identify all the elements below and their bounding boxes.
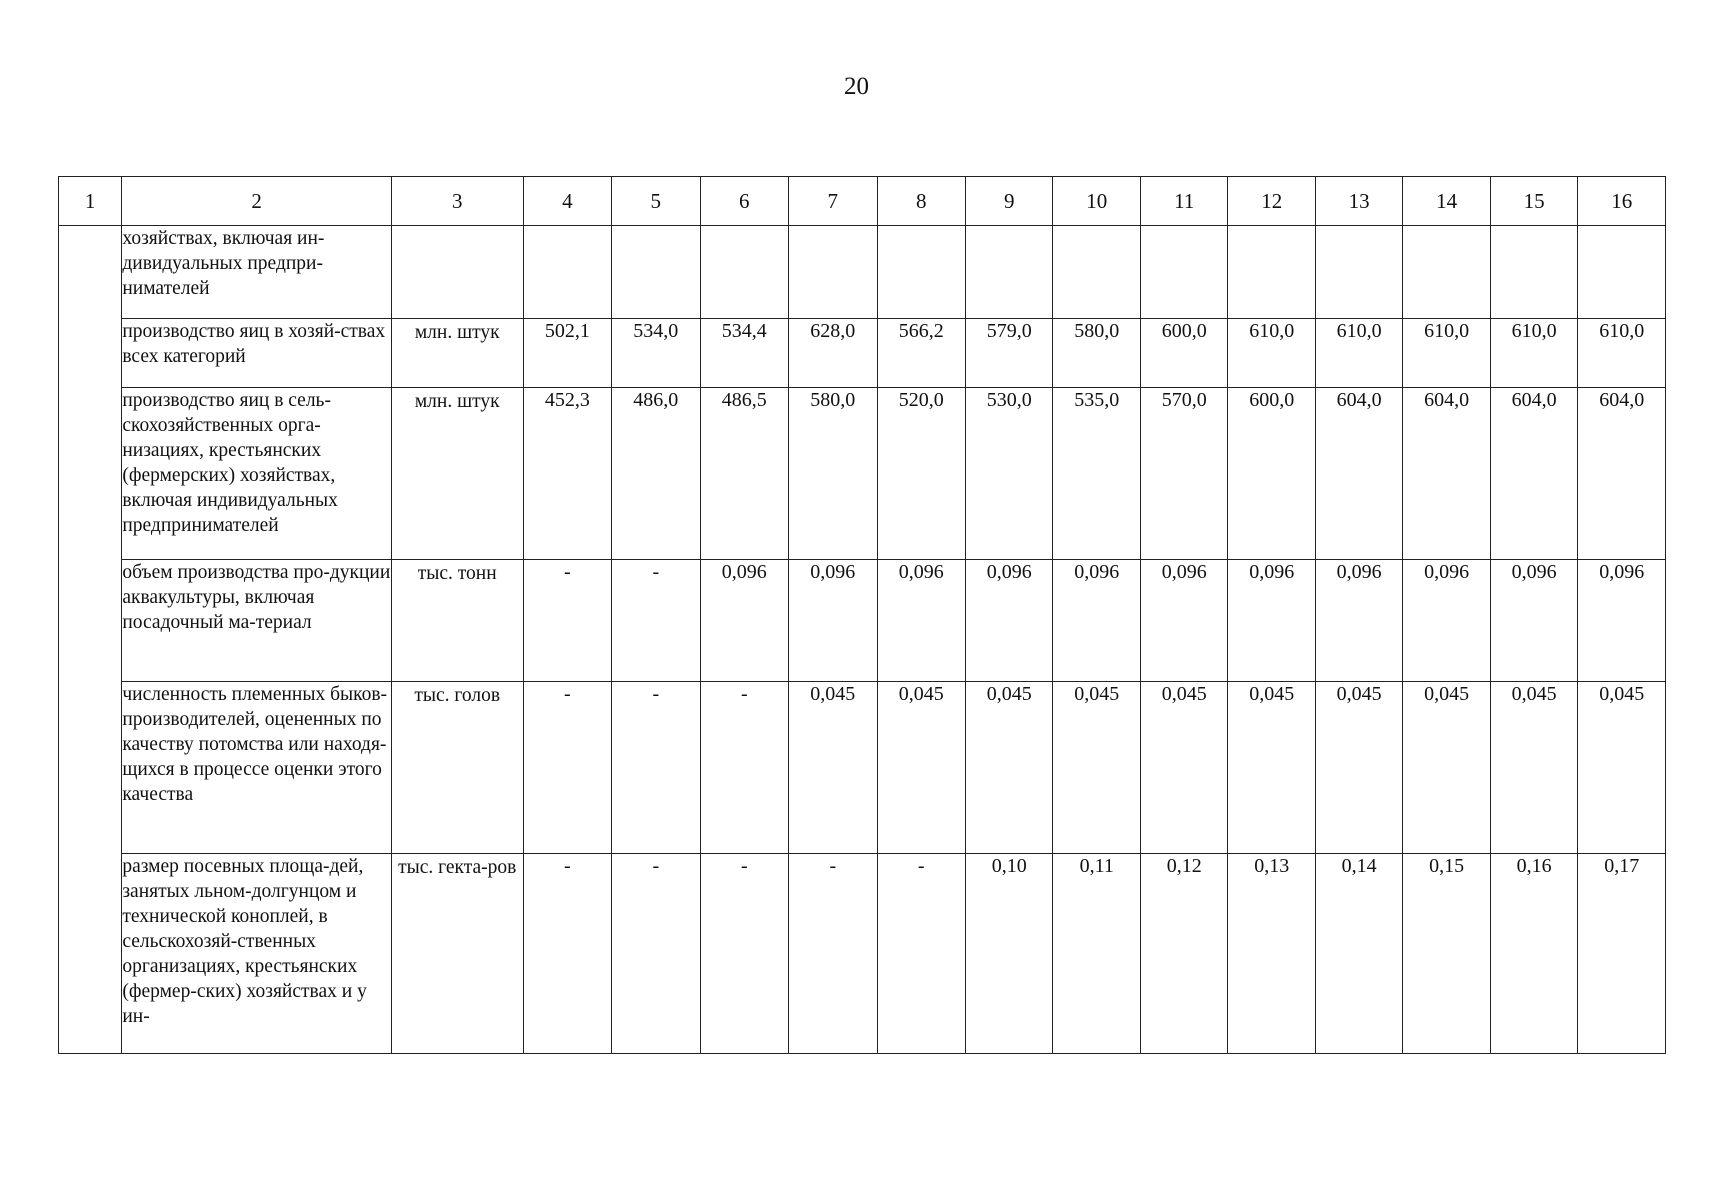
value-cell: - bbox=[523, 854, 611, 1054]
row-unit: тыс. тонн bbox=[391, 560, 523, 682]
table-row bbox=[59, 388, 1666, 560]
value-cell: 0,096 bbox=[1403, 560, 1490, 682]
value-cell bbox=[966, 226, 1053, 319]
table-row bbox=[59, 560, 1666, 682]
value-cell bbox=[1490, 226, 1577, 319]
value-cell: 0,096 bbox=[877, 560, 965, 682]
value-cell: 486,0 bbox=[612, 388, 700, 560]
header-cell-12: 12 bbox=[1228, 177, 1315, 226]
value-cell: 0,16 bbox=[1490, 854, 1577, 1054]
value-cell: 0,096 bbox=[1490, 560, 1577, 682]
value-cell: 0,045 bbox=[877, 682, 965, 854]
value-cell bbox=[700, 226, 788, 319]
page-number: 20 bbox=[844, 73, 869, 100]
value-cell: 0,17 bbox=[1578, 854, 1666, 1054]
value-cell: - bbox=[523, 682, 611, 854]
row-unit: тыс. гекта-ров bbox=[391, 854, 523, 1054]
value-cell: 604,0 bbox=[1490, 388, 1577, 560]
value-cell: - bbox=[612, 854, 700, 1054]
value-cell bbox=[1403, 226, 1490, 319]
value-cell: 534,0 bbox=[612, 319, 700, 388]
value-cell: 0,045 bbox=[1578, 682, 1666, 854]
value-cell: 600,0 bbox=[1228, 388, 1315, 560]
header-cell-1: 1 bbox=[59, 177, 122, 226]
value-cell: 534,4 bbox=[700, 319, 788, 388]
value-cell: 0,13 bbox=[1228, 854, 1315, 1054]
value-cell bbox=[1315, 226, 1402, 319]
value-cell bbox=[612, 226, 700, 319]
value-cell: - bbox=[789, 854, 877, 1054]
value-cell bbox=[1578, 226, 1666, 319]
value-cell: 502,1 bbox=[523, 319, 611, 388]
value-cell: 0,096 bbox=[1140, 560, 1227, 682]
value-cell: 0,14 bbox=[1315, 854, 1402, 1054]
header-cell-6: 6 bbox=[700, 177, 788, 226]
row-description: хозяйствах, включая ин-дивидуальных предпри-нимателей bbox=[122, 226, 392, 319]
header-cell-7: 7 bbox=[789, 177, 877, 226]
value-cell bbox=[1228, 226, 1315, 319]
value-cell: 486,5 bbox=[700, 388, 788, 560]
row-unit: млн. штук bbox=[391, 388, 523, 560]
row-description: численность племенных быков-производителей, оцененных по качеству потомства или находя-щихся в процессе оценки этого качества bbox=[122, 682, 392, 854]
row-description: производство яиц в хозяй-ствах всех категорий bbox=[122, 319, 392, 388]
row-unit: тыс. голов bbox=[391, 682, 523, 854]
header-cell-3: 3 bbox=[391, 177, 523, 226]
value-cell: 0,096 bbox=[1053, 560, 1140, 682]
value-cell: 0,15 bbox=[1403, 854, 1490, 1054]
value-cell: 0,045 bbox=[1403, 682, 1490, 854]
value-cell: 520,0 bbox=[877, 388, 965, 560]
header-cell-16: 16 bbox=[1578, 177, 1666, 226]
header-cell-10: 10 bbox=[1053, 177, 1140, 226]
value-cell: 580,0 bbox=[1053, 319, 1140, 388]
value-cell: 0,045 bbox=[1315, 682, 1402, 854]
value-cell: 0,045 bbox=[1140, 682, 1227, 854]
row-description: объем производства про-дукции аквакультуры, включая посадочный ма-териал bbox=[122, 560, 392, 682]
value-cell: 628,0 bbox=[789, 319, 877, 388]
header-cell-14: 14 bbox=[1403, 177, 1490, 226]
value-cell: 0,096 bbox=[1578, 560, 1666, 682]
row-number-cell bbox=[59, 226, 122, 1054]
value-cell: 604,0 bbox=[1403, 388, 1490, 560]
value-cell: 452,3 bbox=[523, 388, 611, 560]
value-cell: - bbox=[612, 682, 700, 854]
value-cell: 604,0 bbox=[1578, 388, 1666, 560]
value-cell: 0,10 bbox=[966, 854, 1053, 1054]
value-cell: 0,045 bbox=[789, 682, 877, 854]
value-cell bbox=[789, 226, 877, 319]
data-table bbox=[58, 176, 1666, 1054]
value-cell: 0,11 bbox=[1053, 854, 1140, 1054]
value-cell: 610,0 bbox=[1403, 319, 1490, 388]
value-cell: 0,096 bbox=[1315, 560, 1402, 682]
value-cell: 600,0 bbox=[1140, 319, 1227, 388]
header-cell-13: 13 bbox=[1315, 177, 1402, 226]
value-cell: 0,096 bbox=[789, 560, 877, 682]
row-unit: млн. штук bbox=[391, 319, 523, 388]
value-cell bbox=[1140, 226, 1227, 319]
value-cell: 604,0 bbox=[1315, 388, 1402, 560]
header-cell-5: 5 bbox=[612, 177, 700, 226]
table-row bbox=[59, 854, 1666, 1054]
value-cell: 610,0 bbox=[1490, 319, 1577, 388]
header-cell-11: 11 bbox=[1140, 177, 1227, 226]
header-cell-8: 8 bbox=[877, 177, 965, 226]
value-cell: 610,0 bbox=[1228, 319, 1315, 388]
value-cell: 0,045 bbox=[1490, 682, 1577, 854]
value-cell: 610,0 bbox=[1578, 319, 1666, 388]
value-cell bbox=[877, 226, 965, 319]
row-description: производство яиц в сель-скохозяйственных орга-низациях, крестьянских (фермерских) хозяйствах, включая индивидуальных предпринимателей bbox=[122, 388, 392, 560]
value-cell: 0,096 bbox=[966, 560, 1053, 682]
value-cell: 610,0 bbox=[1315, 319, 1402, 388]
value-cell: 535,0 bbox=[1053, 388, 1140, 560]
header-cell-4: 4 bbox=[523, 177, 611, 226]
header-cell-2: 2 bbox=[122, 177, 392, 226]
row-unit bbox=[391, 226, 523, 319]
value-cell: - bbox=[877, 854, 965, 1054]
value-cell: 0,12 bbox=[1140, 854, 1227, 1054]
value-cell: 0,045 bbox=[1228, 682, 1315, 854]
value-cell: - bbox=[523, 560, 611, 682]
header-cell-15: 15 bbox=[1490, 177, 1577, 226]
value-cell: 0,045 bbox=[1053, 682, 1140, 854]
table-row bbox=[59, 226, 1666, 319]
value-cell bbox=[523, 226, 611, 319]
value-cell: 0,096 bbox=[700, 560, 788, 682]
value-cell: 0,045 bbox=[966, 682, 1053, 854]
value-cell: - bbox=[700, 682, 788, 854]
value-cell: 580,0 bbox=[789, 388, 877, 560]
row-description: размер посевных площа-дей, занятых льном-долгунцом и технической коноплей, в сельскохозяй-ственных организациях, крестьянских (фермер-ских) хозяйствах и у ин- bbox=[122, 854, 392, 1054]
value-cell: 0,096 bbox=[1228, 560, 1315, 682]
value-cell: - bbox=[612, 560, 700, 682]
value-cell: 530,0 bbox=[966, 388, 1053, 560]
value-cell: - bbox=[700, 854, 788, 1054]
table-header bbox=[59, 177, 1666, 226]
table-row bbox=[59, 319, 1666, 388]
table-row bbox=[59, 682, 1666, 854]
value-cell: 570,0 bbox=[1140, 388, 1227, 560]
value-cell: 579,0 bbox=[966, 319, 1053, 388]
value-cell bbox=[1053, 226, 1140, 319]
header-row bbox=[59, 177, 1666, 226]
value-cell: 566,2 bbox=[877, 319, 965, 388]
header-cell-9: 9 bbox=[966, 177, 1053, 226]
table-body bbox=[59, 226, 1666, 1054]
